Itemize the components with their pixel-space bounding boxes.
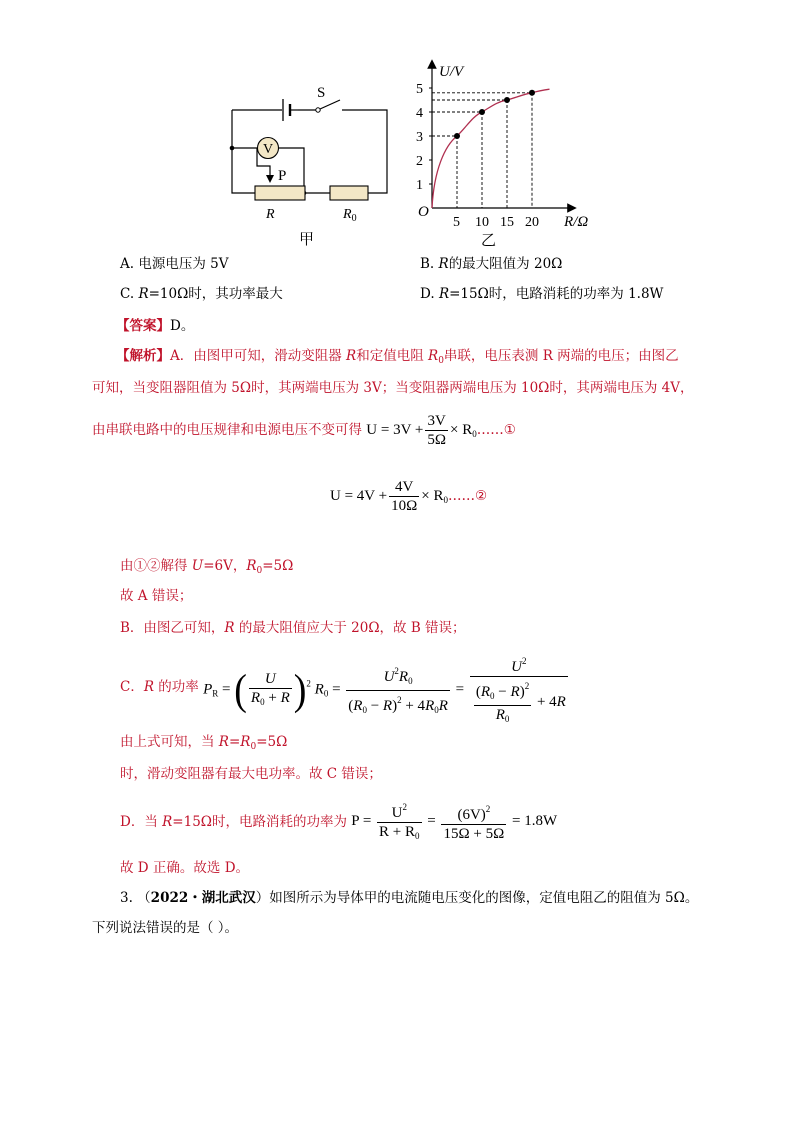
rheostat-label: R [266,207,275,222]
option-c: C. R=10Ω时，其功率最大 [120,286,283,302]
origin-label: O [418,204,429,220]
figure-caption-yi: 乙 [481,233,497,249]
y-axis-label: U/V [439,64,464,80]
fraction: $\frac{4V}{10\Omega}$ [391,479,418,514]
figure-caption-jia: 甲 [299,232,315,248]
y-tick-label: 1 [416,178,423,193]
y-tick-label: 4 [416,106,423,121]
junction-dot [230,146,235,151]
final-line: 故 D 正确。故选 D。 [120,860,250,876]
solve-line: 由①②解得 U=6V，$R_0=5\Omega$ [120,558,294,576]
fraction: $\frac{3V}{5\Omega}$ [427,413,447,448]
slider-label: P [278,168,287,184]
equation-2: U = 4V + $\frac{4V}{10\Omega}$ × $R_0\dots\dots ②$ [330,479,488,514]
option-d: D. R=15Ω时，电路消耗的功率为 1.8W [420,286,664,302]
c-conclusion-line-1: 由上式可知，当 $R=R_0=5\Omega$ [120,734,288,752]
battery [283,99,298,121]
option-b: B. R的最大阻值为 20Ω [420,256,563,272]
y-tick-label: 5 [416,82,423,97]
analysis-line-1: 【解析】A．由图甲可知，滑动变阻器 R和定值电阻 $R_0$串联，电压表测 R 两端的电压；由图乙 [116,348,679,366]
d-power-equation: D．当 R=15Ω时，电路消耗的功率为 P = $\frac{U^2}{R + R_0}$ = $\frac{(6V)^2}{15\Omega + 5\Omega}$ = 1.8W [120,798,557,845]
data-point [504,97,510,103]
switch[interactable] [316,100,340,112]
option-a: A. 电源电压为 5V [120,256,229,272]
x-tick-label: 15 [500,215,514,230]
x-tick-label: 10 [475,215,489,230]
y-tick-label: 2 [416,154,423,169]
switch-label: S [317,85,326,101]
data-point [529,90,535,96]
y-tick-label: 3 [416,130,423,145]
question-3-line-1: 3. （2022・湖北武汉）如图所示为导体甲的电流随电压变化的图像，定值电阻乙的阻值为 5Ω。 [120,890,699,906]
u-r-graph [412,56,612,256]
c-conclusion-line-2: 时，滑动变阻器有最大电功率。故 C 错误； [120,766,382,782]
x-axis-label: R/Ω [564,214,589,230]
c-power-formula: C．R 的功率 $P_R$ = ( $\frac{U}{R_0 + R}$ )$^2$ $R_0$ = $\frac{U^2R_0}{(R_0 - R)^2 + 4R_0R}$ = $U^2$ $\frac{(R_0 - R)^2}{R_0}$ + 4R [120,652,570,728]
answer-line: 【答案】D。 [116,318,195,334]
equation-1: U = 3V + $\frac{3V}{5\Omega}$ × $R_0$ [366,413,477,448]
analysis-line-3: 由串联电路中的电压规律和电源电压不变可得 U = 3V + $\frac{3V}{5\Omega}$ × $R_0\dots\dots ①$ [92,413,516,448]
a-wrong-line: 故 A 错误； [120,588,193,604]
x-tick-label: 5 [453,215,460,230]
analysis-line-2: 可知，当变阻器阻值为 5Ω时，其两端电压为 3V；当变阻器两端电压为 10Ω时，其两端电压为 4V， [92,380,694,396]
r0-label: $R_0$ [343,207,357,224]
circuit-diagram [222,82,402,252]
x-tick-label: 20 [525,215,539,230]
data-point [454,133,460,139]
voltmeter-label: V [263,142,274,157]
question-3-line-2: 下列说法错误的是（ ）。 [92,920,239,936]
fixed-resistor [330,186,368,200]
b-line: B．由图乙可知，R 的最大阻值应大于 20Ω，故 B 错误； [120,620,466,636]
data-point [479,109,485,115]
rheostat [255,186,305,200]
